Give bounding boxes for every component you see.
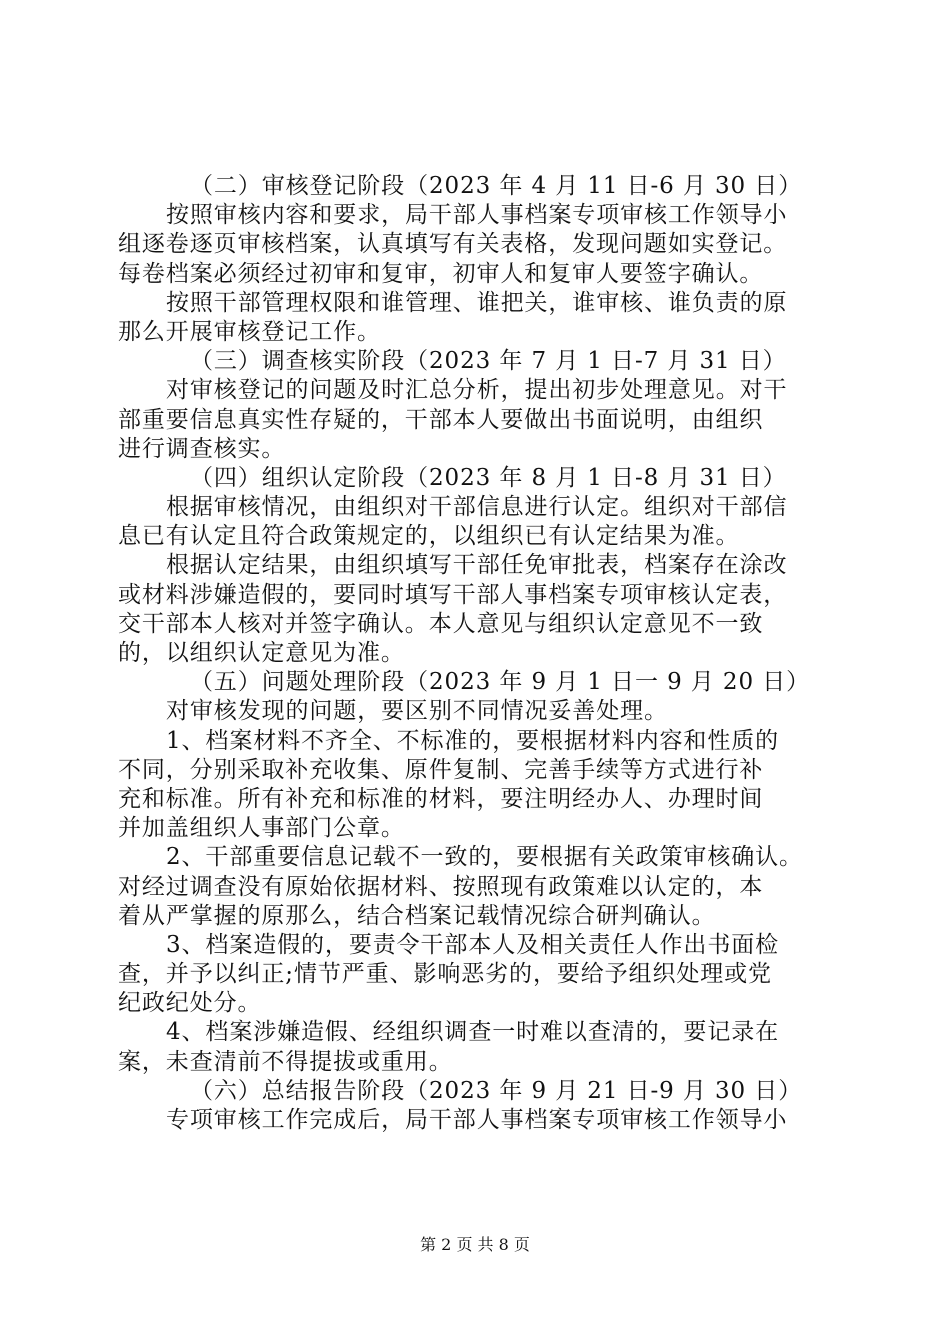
- text-line: 那么开展审核登记工作。: [118, 318, 381, 345]
- text-line: 对经过调查没有原始依据材料、按照现有政策难以认定的，本: [118, 873, 764, 900]
- document-body: [118, 172, 838, 1135]
- text-line: 案，未查清前不得提拔或重用。: [118, 1048, 453, 1075]
- text-line: 纪政纪处分。: [118, 990, 262, 1017]
- section-heading: （五）问题处理阶段（2023 年 9 月 1 日一 9 月 20 日）: [190, 669, 810, 696]
- text-line: 专项审核工作完成后，局干部人事档案专项审核工作领导小: [166, 1107, 788, 1133]
- text-line: 根据审核情况，由组织对干部信息进行认定。组织对干部信: [166, 494, 788, 521]
- text-line: 按照干部管理权限和谁管理、谁把关，谁审核、谁负责的原: [166, 289, 788, 316]
- text-line: 交干部本人核对并签字确认。本人意见与组织认定意见不一致: [118, 610, 764, 637]
- text-line: 部重要信息真实性存疑的，干部本人要做出书面说明，由组织: [118, 406, 764, 433]
- text-line: 3、档案造假的，要责令干部本人及相关责任人作出书面检: [166, 931, 780, 958]
- text-line: 1、档案材料不齐全、不标准的，要根据材料内容和性质的: [166, 727, 780, 754]
- text-line: 查，并予以纠正;情节严重、影响恶劣的，要给予组织处理或党: [118, 961, 772, 988]
- text-line: 组逐卷逐页审核档案，认真填写有关表格，发现问题如实登记。: [118, 231, 788, 258]
- text-line: 按照审核内容和要求，局干部人事档案专项审核工作领导小: [166, 202, 788, 229]
- section-heading: （六）总结报告阶段（2023 年 9 月 21 日-9 月 30 日）: [190, 1077, 803, 1104]
- text-line: 充和标准。所有补充和标准的材料，要注明经办人、办理时间: [118, 785, 764, 812]
- text-line: 或材料涉嫌造假的，要同时填写干部人事档案专项审核认定表，: [118, 581, 788, 608]
- section-heading: （三）调查核实阶段（2023 年 7 月 1 日-7 月 31 日）: [190, 348, 787, 375]
- text-line: 着从严掌握的原那么，结合档案记载情况综合研判确认。: [118, 902, 716, 929]
- text-line: 根据认定结果，由组织填写干部任免审批表，档案存在涂改: [166, 552, 788, 579]
- text-line: 每卷档案必须经过初审和复审，初审人和复审人要签字确认。: [118, 260, 764, 287]
- section-heading: （四）组织认定阶段（2023 年 8 月 1 日-8 月 31 日）: [190, 464, 787, 491]
- text-line: 进行调查核实。: [118, 435, 286, 462]
- text-line: 4、档案涉嫌造假、经组织调查一时难以查清的，要记录在: [166, 1019, 780, 1046]
- page-footer: 第 2 页 共 8 页: [420, 1235, 530, 1254]
- text-line: 不同，分别采取补充收集、原件复制、完善手续等方式进行补: [118, 756, 764, 783]
- text-line: 息已有认定且符合政策规定的，以组织已有认定结果为准。: [118, 523, 740, 550]
- text-line: 并加盖组织人事部门公章。: [118, 815, 405, 842]
- section-heading: （二）审核登记阶段（2023 年 4 月 11 日-6 月 30 日）: [190, 173, 803, 199]
- text-line: 2、干部重要信息记载不一致的，要根据有关政策审核确认。: [166, 844, 803, 871]
- text-line: 对审核发现的问题，要区别不同情况妥善处理。: [166, 698, 668, 725]
- text-line: 的，以组织认定意见为准。: [118, 640, 405, 666]
- text-line: 对审核登记的问题及时汇总分析，提出初步处理意见。对干: [166, 377, 788, 404]
